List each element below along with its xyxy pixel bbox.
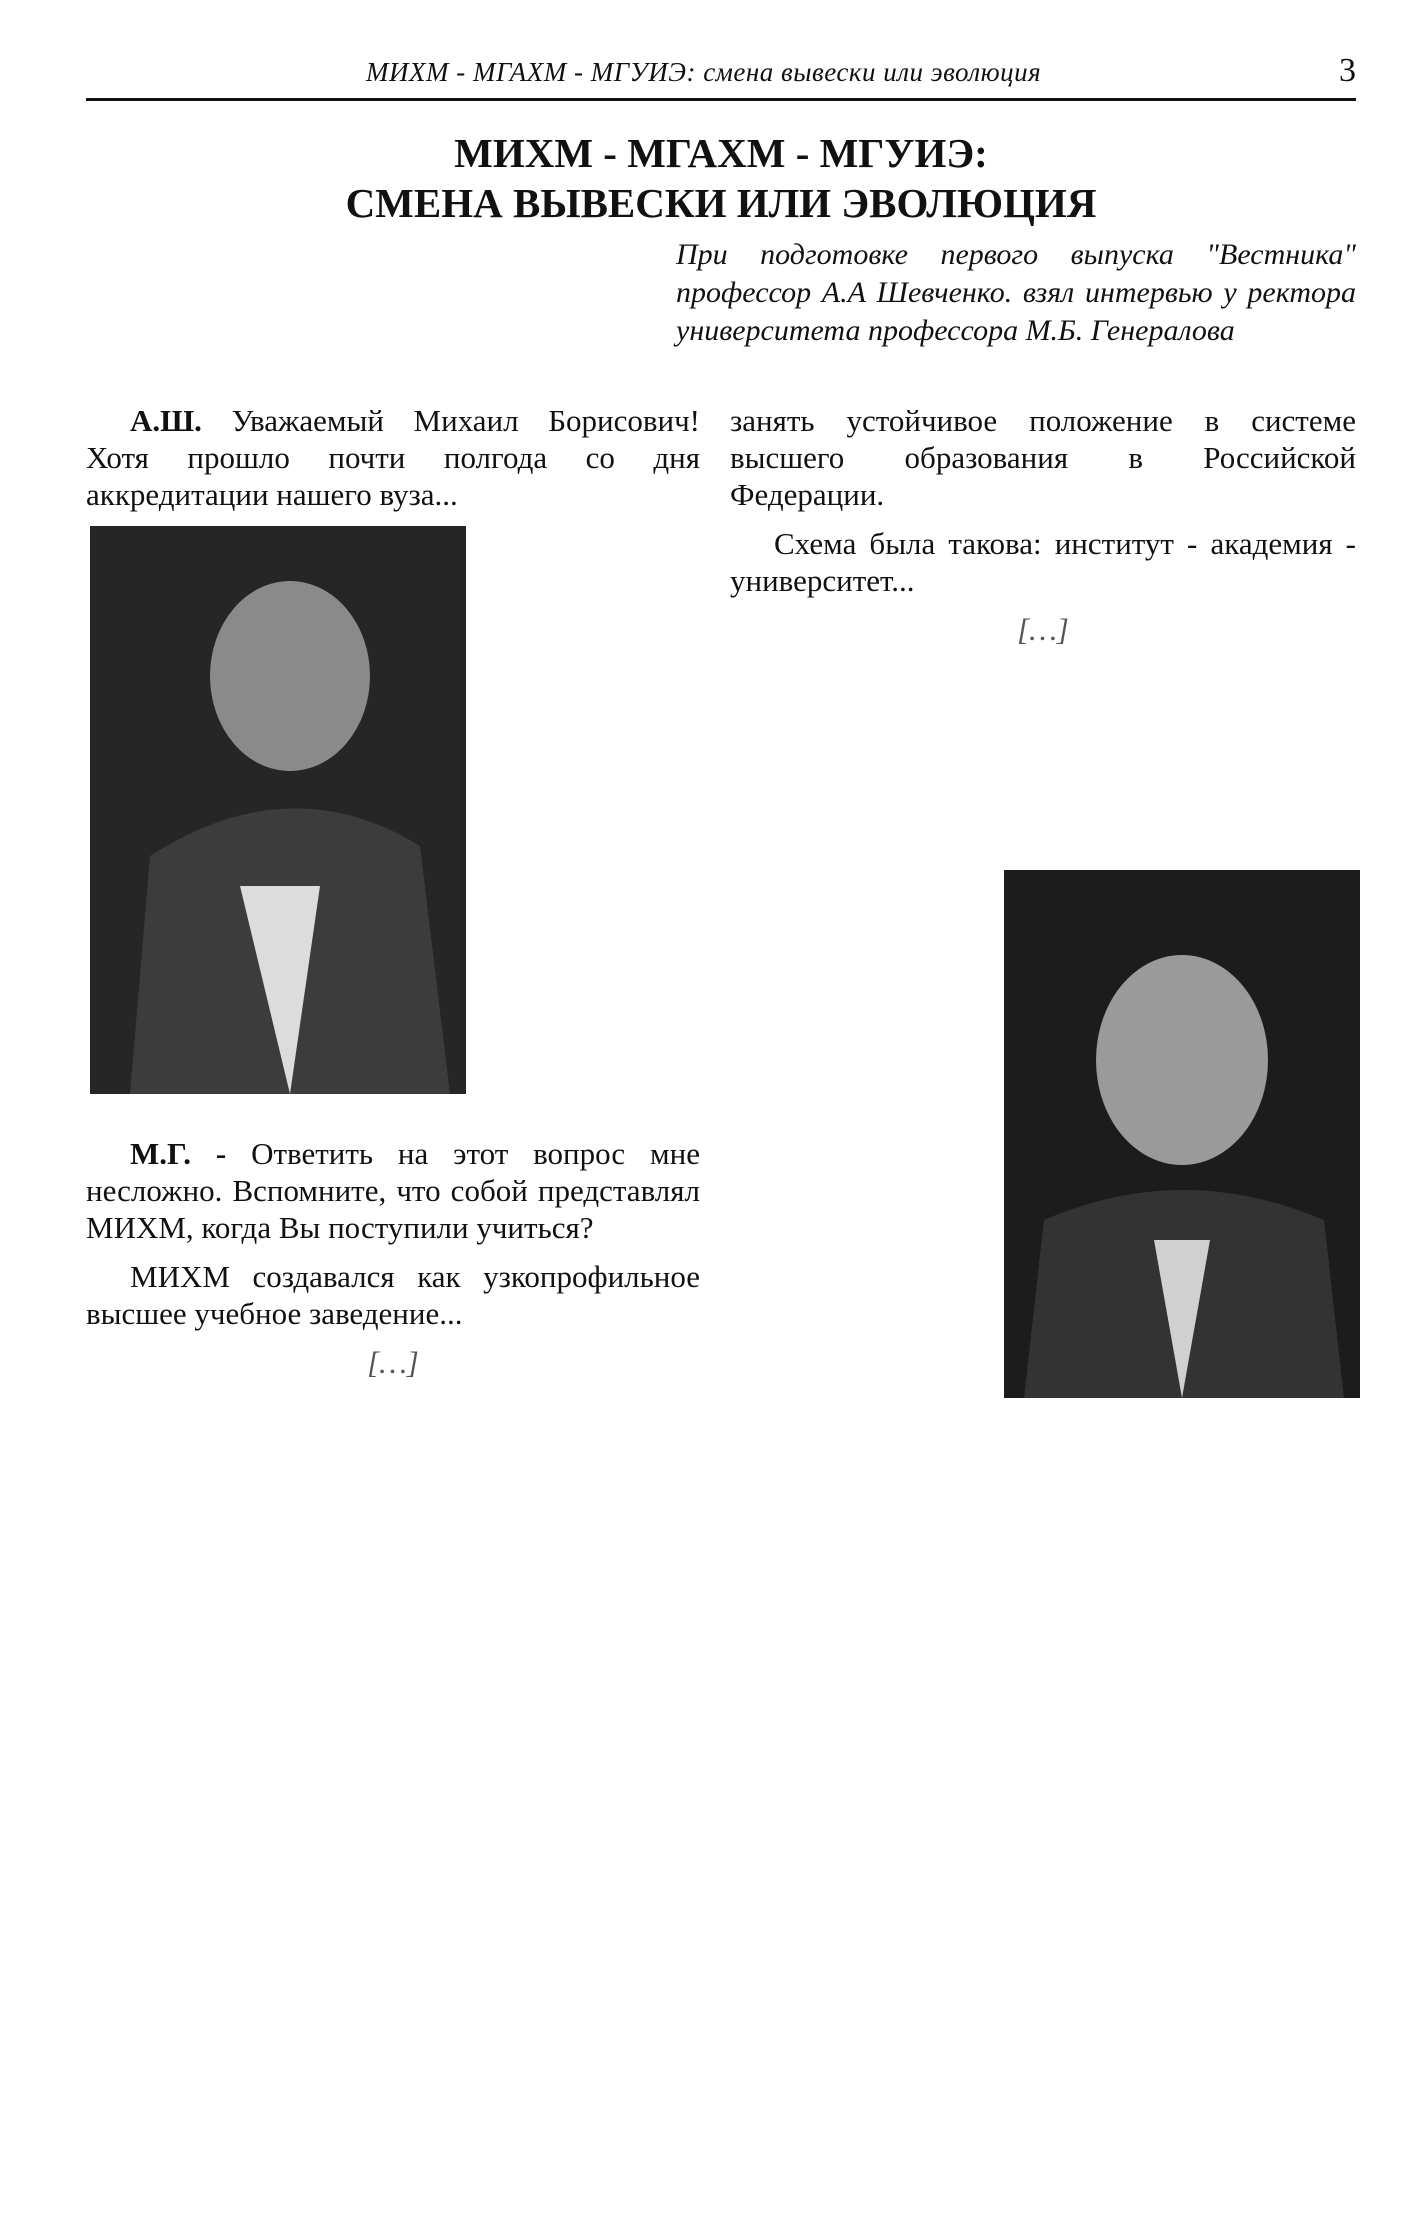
omission-mark: […] bbox=[1017, 612, 1069, 647]
article-epigraph: При подготовке первого выпуска "Вестника" профессор А.А Шевченко. взял интервью у ректора университета профессора М.Б. Генералова bbox=[676, 238, 1356, 347]
portrait-photo-professor bbox=[1004, 870, 1360, 1398]
question-text: Уважаемый Михаил Борисович! Хотя прошло почти полгода со дня аккредитации нашего вуза... bbox=[86, 403, 700, 512]
speaker-label: М.Г. - bbox=[130, 1136, 227, 1171]
portrait-placeholder bbox=[90, 526, 466, 1094]
article-title bbox=[86, 128, 1356, 228]
portrait-placeholder bbox=[1004, 870, 1360, 1398]
answer-paragraph bbox=[86, 1135, 700, 1246]
answer-text: Ответить на этот вопрос мне несложно. Вспомните, что собой представлял МИХМ, когда Вы поступили учиться? bbox=[86, 1136, 701, 1245]
speaker-label: А.Ш. bbox=[130, 403, 202, 438]
page-number: 3 bbox=[1339, 52, 1356, 89]
article-title-line-1: МИХМ - МГАХМ - МГУИЭ: bbox=[454, 130, 988, 176]
body-paragraph: занять устойчивое положение в системе высшего образования в Российской Федерации. bbox=[730, 403, 1356, 512]
running-title: МИХМ - МГАХМ - МГУИЭ: смена вывески или эволюция bbox=[366, 57, 1042, 87]
question-paragraph bbox=[86, 402, 700, 513]
body-paragraph: МИХМ создавался как узкопрофильное высшее учебное заведение... bbox=[86, 1259, 700, 1331]
portrait-photo-rector bbox=[90, 526, 466, 1094]
omission-mark: […] bbox=[367, 1345, 419, 1380]
running-header bbox=[86, 52, 1356, 101]
right-column bbox=[730, 402, 1356, 660]
body-paragraph: Схема была такова: институт - академия - университет... bbox=[730, 526, 1356, 598]
article-title-line-2: СМЕНА ВЫВЕСКИ ИЛИ ЭВОЛЮЦИЯ bbox=[345, 180, 1097, 226]
